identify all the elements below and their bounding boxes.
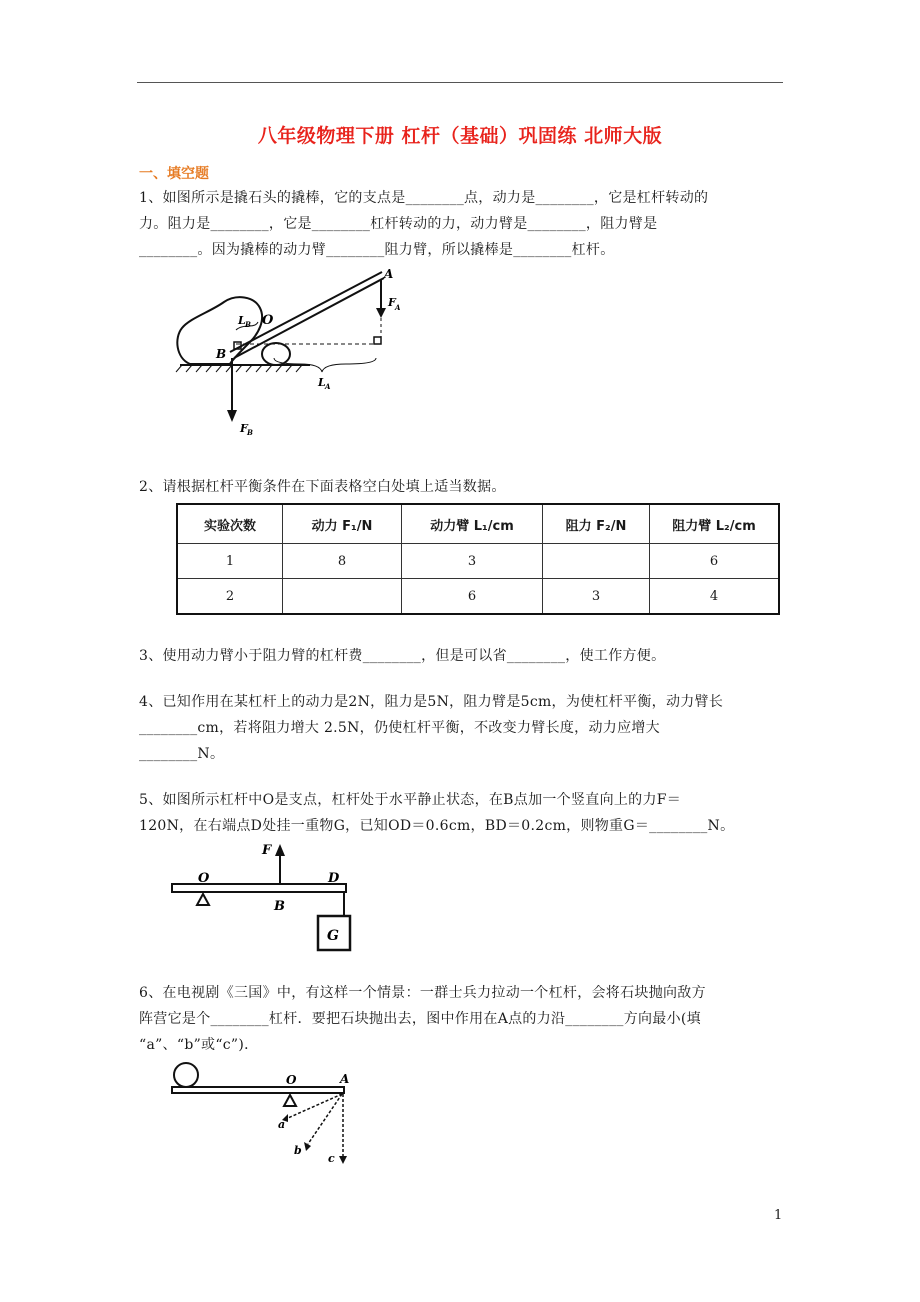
q4-line-2: ________cm，若将阻力增大 2.5N，仍使杠杆平衡，不改变力臂长度，动力应增大 — [139, 720, 660, 736]
table-row — [177, 579, 779, 615]
fig1-label-fb-sub: B — [247, 428, 253, 437]
question-5 — [139, 787, 781, 839]
table-header: 阻力臂 L₂/cm — [650, 504, 780, 544]
crowbar-figure — [170, 262, 400, 442]
q6-line-3: “a”、“b”或“c”)． — [139, 1037, 259, 1053]
question-3 — [139, 643, 781, 669]
fig5-label-b: B — [274, 899, 285, 914]
q5-line-2: 120N，在右端点D处挂一重物G，已知OD＝0.6cm，BD＝0.2cm，则物重G＝________N。 — [139, 818, 735, 834]
fig6-label-a: A — [340, 1072, 350, 1086]
page-number: 1 — [774, 1208, 783, 1223]
fig1-label-lb-sub: B — [245, 320, 251, 329]
table-header: 阻力 F₂/N — [543, 504, 650, 544]
question-4 — [139, 689, 781, 767]
page-title: 八年级物理下册 杠杆（基础）巩固练 北师大版 — [257, 125, 663, 147]
fig5-label-o: O — [198, 871, 210, 886]
table-cell: 6 — [402, 579, 543, 615]
header-rule — [137, 82, 783, 83]
table-cell — [283, 579, 402, 615]
catapult-lever-figure — [168, 1058, 368, 1168]
lever-weight-figure — [168, 838, 368, 958]
table-cell — [543, 544, 650, 579]
q3-text: 3、使用动力臂小于阻力臂的杠杆费________，但是可以省________，使工作方便。 — [139, 648, 666, 664]
fig6-label-a-dir: a — [278, 1118, 286, 1131]
table-header-row — [177, 504, 779, 544]
fig1-label-la: L — [318, 376, 326, 389]
table-header: 动力 F₁/N — [283, 504, 402, 544]
question-6 — [139, 980, 781, 1058]
fig1-label-lb: L — [238, 314, 246, 327]
fig1-label-la-sub: A — [325, 382, 331, 391]
q5-line-1: 5、如图所示杠杆中O是支点，杠杆处于水平静止状态，在B点加一个竖直向上的力F＝ — [139, 792, 682, 808]
fig6-label-c-dir: c — [328, 1152, 335, 1165]
table-cell: 3 — [543, 579, 650, 615]
fig6-label-b-dir: b — [294, 1144, 302, 1157]
fig1-label-o: O — [262, 313, 274, 328]
fig1-label-fa: F — [388, 296, 396, 309]
q1-line-3: ________。因为撬棒的动力臂________阻力臂，所以撬棒是________杠杆。 — [139, 242, 615, 258]
table-header: 实验次数 — [177, 504, 283, 544]
fig5-label-d: D — [328, 871, 340, 886]
table-header: 动力臂 L₁/cm — [402, 504, 543, 544]
fig1-label-b: B — [216, 347, 227, 361]
fig1-label-fa-sub: A — [395, 303, 400, 312]
balance-table — [176, 503, 780, 615]
question-2 — [139, 474, 781, 500]
question-1 — [139, 185, 781, 263]
section-heading: 一、填空题 — [139, 166, 209, 182]
table-cell: 3 — [402, 544, 543, 579]
fig5-label-g: G — [327, 928, 339, 944]
fig5-label-f: F — [262, 843, 272, 858]
table-cell: 8 — [283, 544, 402, 579]
fig1-label-fb: F — [240, 422, 248, 435]
table-cell: 6 — [650, 544, 780, 579]
table-cell: 2 — [177, 579, 283, 615]
table-cell: 4 — [650, 579, 780, 615]
q6-line-1: 6、在电视剧《三国》中，有这样一个情景：一群士兵力拉动一个杠杆，会将石块抛向敌方 — [139, 985, 706, 1001]
q6-line-2: 阵营它是个________杠杆．要把石块抛出去，图中作用在A点的力沿________方向最小(填 — [139, 1011, 701, 1027]
table-cell: 1 — [177, 544, 283, 579]
q1-line-2: 力。阻力是________，它是________杠杆转动的力，动力臂是________，阻力臂是 — [139, 216, 658, 232]
fig1-label-a: A — [384, 267, 394, 281]
q4-line-1: 4、已知作用在某杠杆上的动力是2N，阻力是5N，阻力臂是5cm，为使杠杆平衡，动力臂长 — [139, 694, 724, 710]
q2-text: 2、请根据杠杆平衡条件在下面表格空白处填上适当数据。 — [139, 479, 506, 495]
q1-line-1: 1、如图所示是撬石头的撬棒，它的支点是________点，动力是________，它是杠杆转动的 — [139, 190, 709, 206]
fig6-label-o: O — [286, 1073, 297, 1087]
table-row — [177, 544, 779, 579]
q4-line-3: ________N。 — [139, 746, 225, 762]
